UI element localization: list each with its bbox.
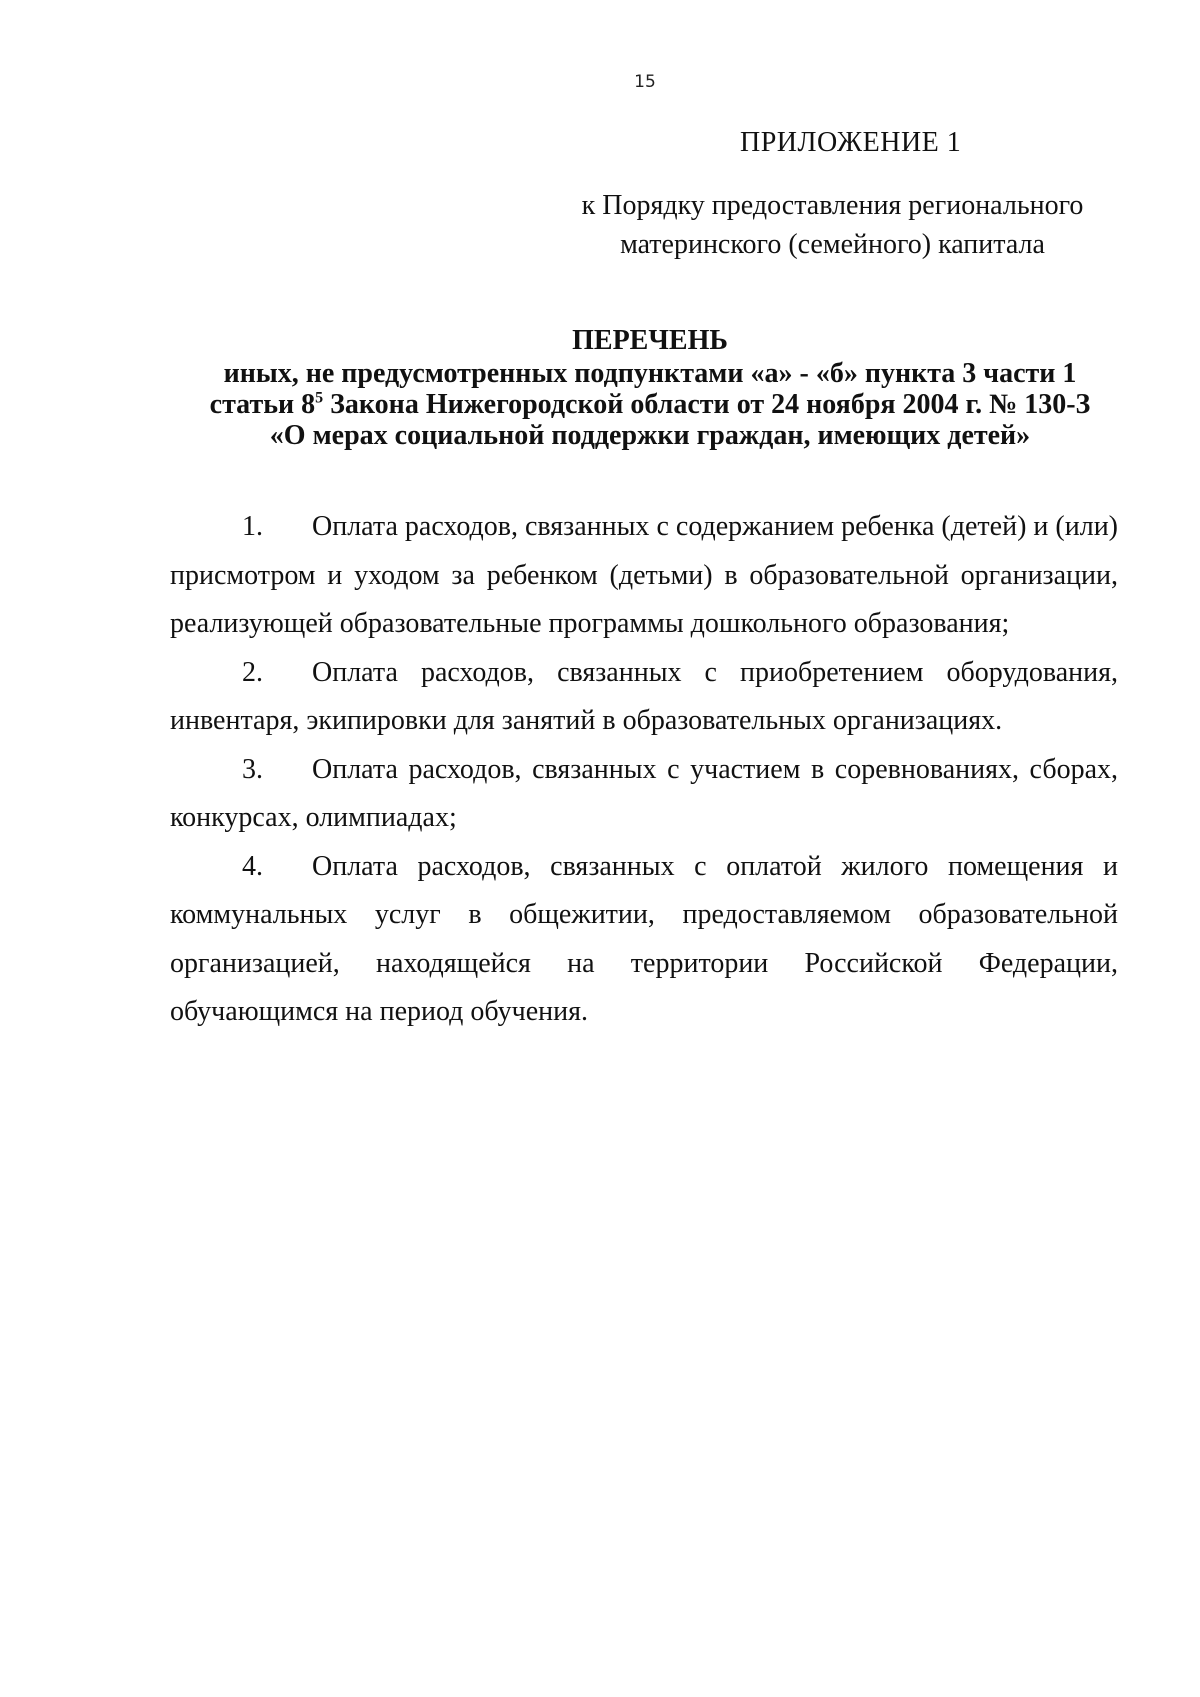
appendix-subtitle <box>560 186 1105 264</box>
list-item-number: 1. <box>242 511 263 542</box>
list-item-2 <box>170 649 1118 746</box>
list-item-text: Оплата расходов, связанных с содержанием ребенка (детей) и (или) присмотром и уходом за ребенком (детьми) в образовательной организации, реализующей образовательные программы дошкольного образования; <box>170 511 1118 639</box>
list-item-text: Оплата расходов, связанных с приобретением оборудования, инвентаря, экипировки для занятий в образовательных организациях. <box>170 656 1118 736</box>
appendix-title: ПРИЛОЖЕНИЕ 1 <box>740 127 962 158</box>
heading-line-2-start: статьи 8 <box>209 389 316 420</box>
heading-title: ПЕРЕЧЕНЬ <box>572 325 728 356</box>
heading-line-2 <box>170 389 1130 420</box>
list-item-number: 3. <box>242 753 263 785</box>
list-item-number: 4. <box>242 850 263 882</box>
list-item-text: Оплата расходов, связанных с участием в соревнованиях, сборах, конкурсах, олимпиадах; <box>170 753 1118 833</box>
heading-line-1: иных, не предусмотренных подпунктами «а» - «б» пункта 3 части 1 <box>223 358 1077 389</box>
heading-line-3: «О мерах социальной поддержки граждан, имеющих детей» <box>269 420 1031 451</box>
list-item-4 <box>170 843 1118 1037</box>
page-number: 15 <box>634 72 656 92</box>
list-item-3 <box>170 746 1118 843</box>
list-item-number: 2. <box>242 656 263 688</box>
appendix-subtitle-line-2: материнского (семейного) капитала <box>620 229 1045 260</box>
appendix-subtitle-line-1: к Порядку предоставления регионального <box>581 190 1084 221</box>
heading-line-2-end: Закона Нижегородской области от 24 ноября 2004 г. № 130-З <box>323 389 1091 420</box>
list-item-text: Оплата расходов, связанных с оплатой жилого помещения и коммунальных услуг в общежитии, предоставляемом образовательной организацией, находящейся на территории Российской Федерации, обучающимся на период обучения. <box>170 850 1118 1027</box>
list-body <box>170 503 1118 1037</box>
list-item-1 <box>170 503 1118 649</box>
document-heading <box>170 325 1130 451</box>
heading-superscript: 5 <box>315 389 324 407</box>
